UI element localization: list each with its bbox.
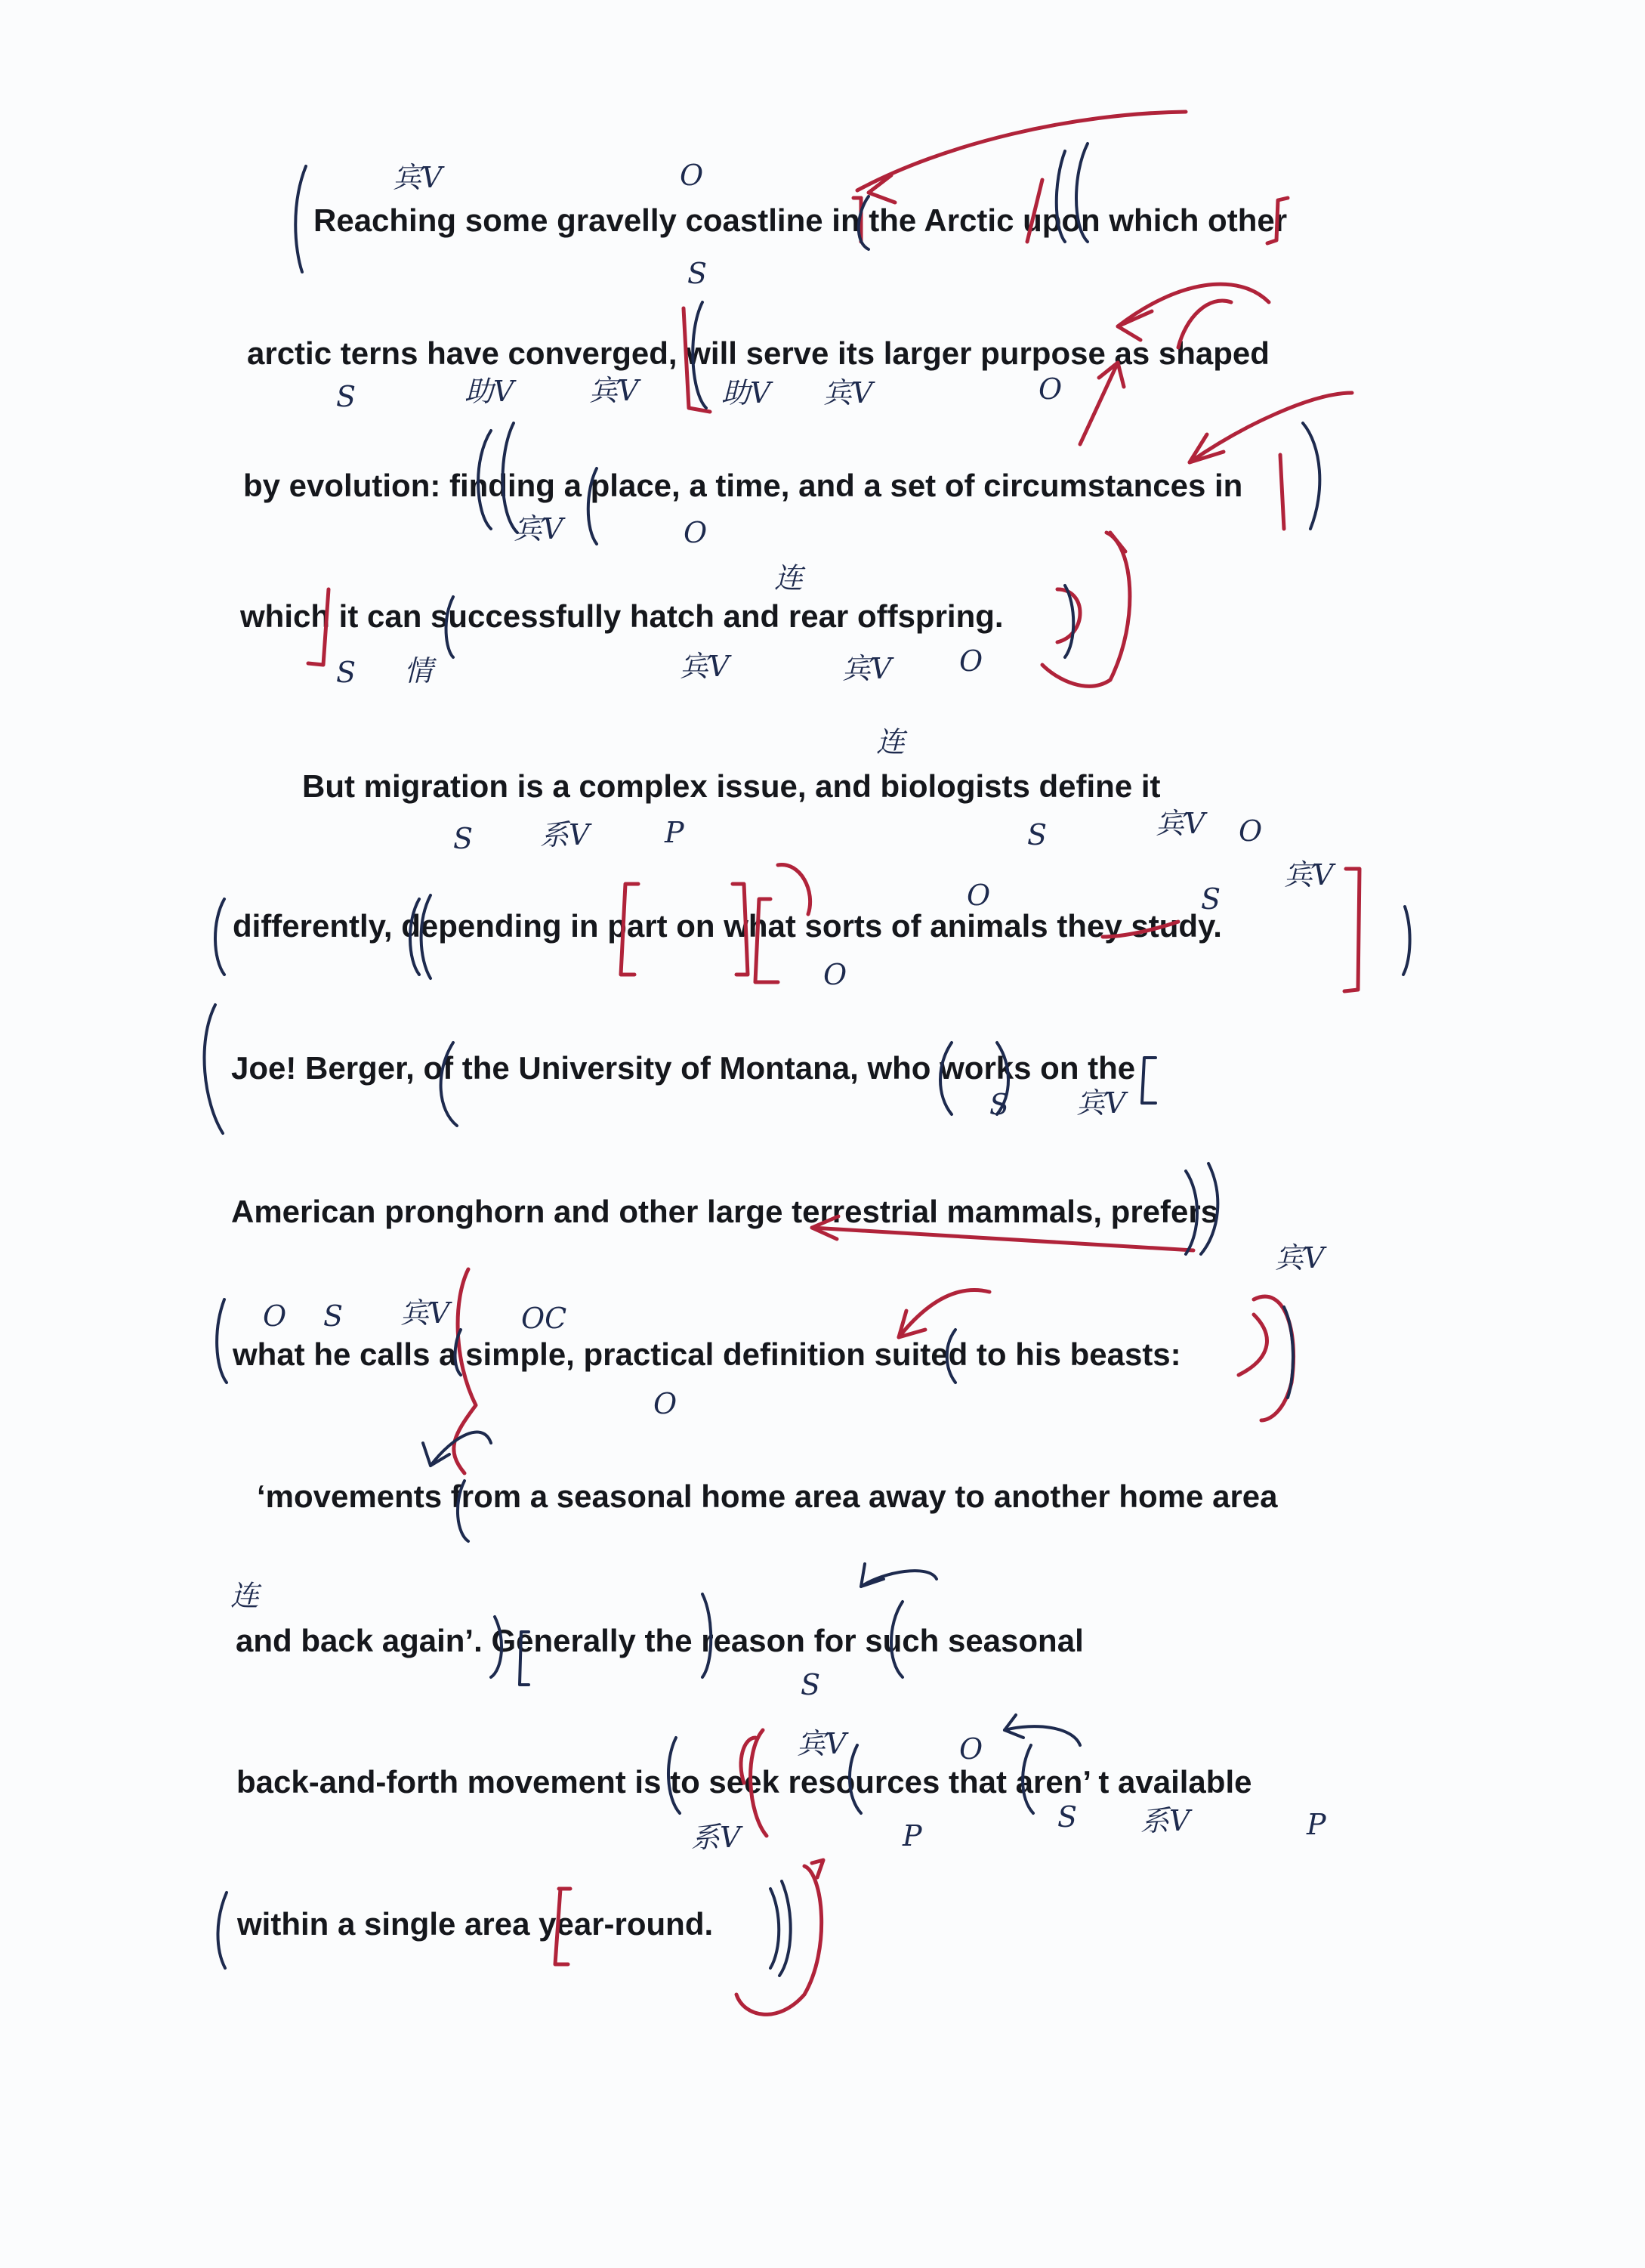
grammar-label: 宾V [680, 650, 730, 683]
grammar-label: 系V [540, 818, 590, 851]
text-line: Joe! Berger, of the University of Montana, who works on the [231, 1050, 1136, 1086]
grammar-label: S [336, 380, 356, 413]
grammar-label: O [684, 516, 708, 549]
grammar-label: O [263, 1299, 287, 1333]
grammar-label: 宾V [589, 374, 639, 407]
grammar-label: O [959, 644, 983, 678]
text-line: arctic terns have converged, will serve its larger purpose as shaped [247, 335, 1270, 371]
grammar-label: 宾V [797, 1727, 847, 1760]
grammar-label: 宾V [1284, 858, 1334, 891]
grammar-label: 连 [876, 725, 906, 759]
grammar-label: 助V [721, 376, 771, 409]
text-line: which it can successfully hatch and rear offspring. [240, 598, 1004, 634]
grammar-label: S [801, 1668, 821, 1701]
grammar-label: S [1201, 882, 1221, 916]
grammar-label: S [1027, 818, 1048, 851]
grammar-label: 连 [774, 561, 804, 595]
grammar-label: 宾V [1076, 1086, 1126, 1120]
grammar-label: 宾V [1156, 807, 1205, 840]
text-line: and back again’. Generally the reason for such seasonal [236, 1623, 1084, 1658]
grammar-label: 情 [404, 654, 434, 688]
grammar-label: O [1039, 372, 1063, 406]
grammar-label: O [680, 159, 704, 192]
grammar-label: O [823, 958, 847, 991]
grammar-label: O [653, 1387, 677, 1420]
grammar-label: P [665, 816, 684, 849]
grammar-label: 宾V [400, 1296, 450, 1330]
grammar-label: S [989, 1088, 1010, 1121]
grammar-label: 宾V [1275, 1241, 1325, 1275]
grammar-label: 系V [691, 1821, 741, 1854]
grammar-label: 助V [464, 375, 514, 408]
text-line: But migration is a complex issue, and biologists define it [302, 768, 1161, 804]
grammar-label: S [687, 257, 708, 290]
text-line: back-and-forth movement is to seek resources that aren’ t available [236, 1764, 1252, 1800]
grammar-label: 宾V [393, 161, 443, 194]
text-line: Reaching some gravelly coastline in the Arctic upon which other [313, 202, 1288, 238]
text-line: by evolution: finding a place, a time, and a set of circumstances in [243, 468, 1243, 503]
grammar-label: S [453, 822, 474, 855]
grammar-label: P [1307, 1808, 1326, 1841]
grammar-label: S [323, 1299, 344, 1333]
grammar-label: 宾V [842, 652, 892, 685]
grammar-label: 宾V [514, 512, 563, 545]
grammar-label: O [1239, 814, 1263, 848]
text-line: within a single area year-round. [237, 1906, 714, 1942]
text-line: American pronghorn and other large terrestrial mammals, prefers [231, 1194, 1219, 1229]
grammar-label: O [959, 1732, 983, 1766]
grammar-label: P [903, 1819, 922, 1852]
grammar-label: OC [521, 1302, 567, 1335]
text-line: what he calls a simple, practical definition suited to his beasts: [233, 1336, 1181, 1372]
grammar-label: S [1057, 1800, 1078, 1834]
grammar-label: 宾V [823, 376, 873, 409]
grammar-label: S [336, 656, 356, 689]
grammar-label: 连 [230, 1579, 260, 1612]
text-line: differently, depending in part on what sorts of animals they study. [233, 908, 1222, 944]
grammar-label: 系V [1140, 1804, 1190, 1837]
text-line: ‘movements from a seasonal home area away to another home area [257, 1479, 1278, 1514]
grammar-label: O [967, 879, 991, 912]
